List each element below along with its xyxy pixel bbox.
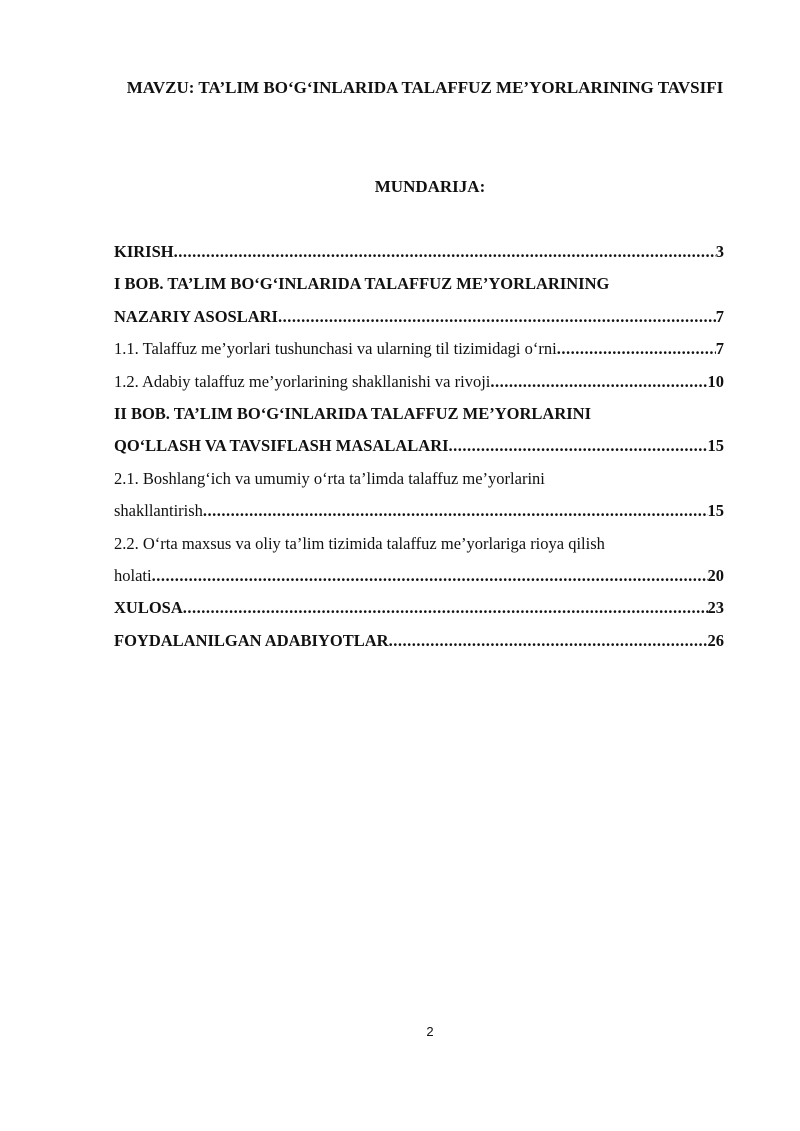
dot-leader (449, 430, 708, 462)
dot-leader (183, 592, 708, 624)
toc-entry-text: 2.1. Boshlang‘ich va umumiy o‘rta ta’limda talaffuz me’yorlarini (114, 468, 545, 488)
toc-entry-text: 1.2. Adabiy talaffuz me’yorlarining shakllanishi va rivoji (114, 371, 491, 391)
toc-entry (114, 301, 724, 333)
toc-entry (114, 463, 724, 495)
page-number: 2 (426, 1024, 434, 1039)
toc-entry-text: NAZARIY ASOSLARI (114, 306, 278, 326)
toc-entry (114, 495, 724, 527)
table-of-contents (114, 236, 724, 657)
toc-entry-text: holati (114, 565, 152, 585)
toc-entry-text: QO‘LLASH VA TAVSIFLASH MASALALARI (114, 436, 449, 456)
document-title: MAVZU: TA’LIM BO‘G‘INLARIDA TALAFFUZ ME’YORLARINING TAVSIFI (126, 78, 724, 97)
toc-entry-page: 15 (707, 436, 724, 456)
dot-leader (278, 301, 716, 333)
toc-entry (114, 625, 724, 657)
toc-entry (114, 560, 724, 592)
dot-leader (557, 333, 716, 365)
toc-entry-text: II BOB. TA’LIM BO‘G‘INLARIDA TALAFFUZ ME’YORLARINI (114, 403, 592, 423)
toc-entry (114, 398, 724, 430)
toc-entry-text: 2.2. O‘rta maxsus va oliy ta’lim tizimida talaffuz me’yorlariga rioya qilish (114, 533, 605, 553)
toc-entry-page: 3 (715, 242, 724, 261)
dot-leader (490, 366, 707, 398)
toc-entry (114, 430, 724, 462)
toc-entry-text: I BOB. TA’LIM BO‘G‘INLARIDA TALAFFUZ ME’YORLARINING (114, 274, 610, 294)
toc-entry-page: 15 (707, 501, 724, 521)
toc-entry (114, 236, 724, 268)
toc-entry-page: 7 (715, 339, 724, 359)
toc-entry (114, 592, 724, 624)
toc-entry-page: 26 (707, 630, 724, 650)
toc-entry-text: 1.1. Talaffuz me’yorlari tushunchasi va ularning til tizimidagi o‘rni (114, 339, 557, 359)
toc-entry-page: 10 (707, 371, 724, 391)
toc-entry-page: 23 (707, 598, 724, 618)
toc-heading: MUNDARIJA: (374, 177, 486, 196)
toc-entry (114, 528, 724, 560)
toc-entry-page: 20 (707, 565, 724, 585)
toc-entry (114, 268, 724, 300)
toc-entry-text: FOYDALANILGAN ADABIYOTLAR (114, 630, 389, 650)
toc-entry-text: XULOSA (114, 598, 183, 618)
toc-entry-text: shakllantirish (114, 501, 203, 521)
dot-leader (203, 495, 708, 527)
dot-leader (152, 560, 708, 592)
toc-entry-page: 7 (715, 306, 724, 326)
toc-entry (114, 333, 724, 365)
dot-leader (389, 625, 708, 657)
dot-leader (174, 236, 716, 268)
toc-entry-text: KIRISH (114, 242, 174, 261)
toc-entry (114, 366, 724, 398)
